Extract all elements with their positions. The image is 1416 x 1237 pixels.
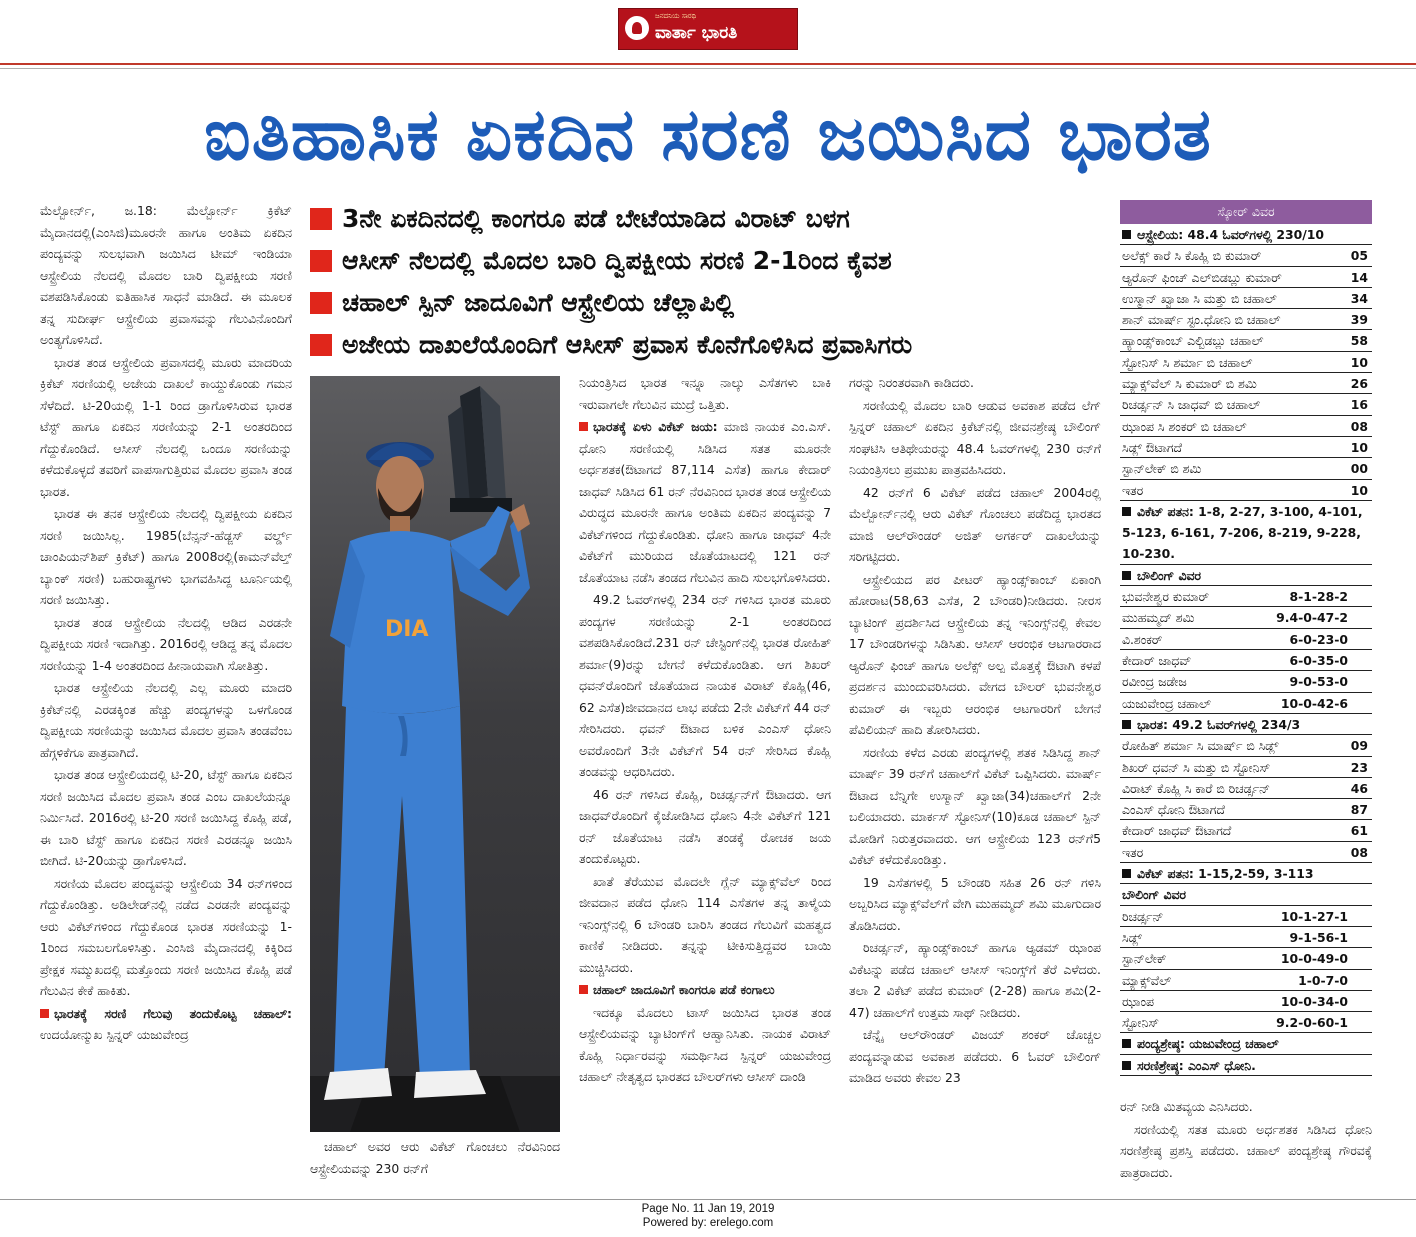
- bowler-figures: 6-0-35-0: [1289, 653, 1348, 669]
- batsman-runs: 00: [1350, 461, 1368, 477]
- batsman-runs: 10: [1350, 439, 1368, 455]
- red-square-bullet-icon: [40, 1009, 49, 1018]
- batsman-runs: 26: [1350, 376, 1368, 392]
- bowler-name: ರವೀಂದ್ರ ಜಡೇಜ: [1122, 674, 1187, 690]
- article-paragraph: ಸರಣಿಯ ಮೊದಲ ಪಂದ್ಯವನ್ನು ಆಸ್ಟ್ರೇಲಿಯ 34 ರನ್‌ಗಳಿಂದ ಗೆದ್ದುಕೊಂಡಿತ್ತು. ಅಡಿಲೇಡ್‌ನಲ್ಲಿ ನಡೆದ ಎರಡನೇ ಪಂದ್ಯವನ್ನು ಆರು ವಿಕೆಟ್‌ಗಳಿಂದ ಗೆದ್ದುಕೊಂಡ ಭಾರತ ಸರಣಿಯನ್ನು 1-1ರಿಂದ ಸಮಬಲಗೊಳಿಸಿತ್ತು. ಎಂಸಿಜಿ ಮೈದಾನದಲ್ಲಿ ಕಿಕ್ಕಿರಿದ ಪ್ರೇಕ್ಷಕ ಸಮ್ಮುಖದಲ್ಲಿ ಮತ್ತೊಂದು ಸರಣಿ ಜಯಿಸಿದ ಕೊಹ್ಲಿ ಪಡೆ ಗೆಲುವಿನ ಕೇಕೆ ಹಾಕಿತು.: [40, 875, 292, 998]
- bowler-name: ಕೇದಾರ್ ಜಾಧವ್: [1122, 653, 1192, 669]
- batsman-dismissal: ಝಾಂಪ ಸಿ ಶಂಕರ್ ಬಿ ಚಹಾಲ್: [1122, 418, 1247, 434]
- article-column-4: [849, 372, 1101, 1196]
- article-paragraph: ಸರಣಿಯಲ್ಲಿ ಮೊದಲ ಬಾರಿ ಆಡುವ ಅವಕಾಶ ಪಡೆದ ಲೆಗ್ ಸ್ಪಿನ್ನರ್ ಚಹಾಲ್ ಏಕದಿನ ಕ್ರಿಕೆಟ್‌ನಲ್ಲಿ ಜೀವನಶ್ರೇಷ್ಠ ಬೌಲಿಂಗ್ ಸಂಘಟಿಸಿ ಆತಿಥೇಯರನ್ನು 48.4 ಓವರ್‌ಗಳಲ್ಲಿ 230 ರನ್‌ಗೆ ನಿಯಂತ್ರಿಸಲು ಪ್ರಮುಖ ಪಾತ್ರವಹಿಸಿದರು.: [849, 397, 1101, 477]
- powered-by[interactable]: Powered by: erelego.com: [642, 1217, 774, 1229]
- bowler-figures: 9-0-53-0: [1289, 674, 1348, 690]
- footer-rule: [0, 1199, 1416, 1200]
- man-of-match-row: [1120, 1033, 1372, 1054]
- bowling-row: [1120, 693, 1372, 714]
- batsman-dismissal: ಅಲೆಕ್ಸ್ ಕಾರೆ ಸಿ ಕೊಹ್ಲಿ ಬಿ ಕುಮಾರ್: [1122, 248, 1262, 264]
- batting-row: [1120, 458, 1372, 479]
- batting-row: [1120, 735, 1372, 756]
- batsman-dismissal: ರಿಚರ್ಡ್ಸನ್ ಸಿ ಜಾಧವ್ ಬಿ ಚಹಾಲ್: [1122, 397, 1261, 413]
- man-of-match: ಪಂದ್ಯಶ್ರೇಷ್ಠ: ಯಜುವೇಂದ್ರ ಚಹಾಲ್: [1137, 1036, 1279, 1052]
- red-square-bullet-icon: [579, 985, 588, 994]
- batsman-dismissal: ಕೇದಾರ್ ಜಾಧವ್ ಔಟಾಗದೆ: [1122, 823, 1232, 839]
- batting-row: [1120, 757, 1372, 778]
- batting-row: [1120, 267, 1372, 288]
- deck-text: ಚಹಾಲ್ ಸ್ಪಿನ್ ಜಾದೂವಿಗೆ ಆಸ್ಟ್ರೇಲಿಯ ಚೆಲ್ಲಾಪಿಲ್ಲಿ: [342, 288, 735, 317]
- article-column-2-continued: [310, 1136, 560, 1196]
- batsman-runs: 08: [1350, 418, 1368, 434]
- article-headline: ಐತಿಹಾಸಿಕ ಏಕದಿನ ಸರಣಿ ಜಯಿಸಿದ ಭಾರತ: [204, 92, 1212, 176]
- batting-row: [1120, 778, 1372, 799]
- batting-row: [1120, 373, 1372, 394]
- scorecard-title: ಸ್ಕೋರ್ ವಿವರ: [1120, 200, 1372, 224]
- fall-of-wickets: [1120, 863, 1372, 884]
- subheading-paragraph: [40, 1003, 292, 1046]
- batsman-runs: 05: [1350, 248, 1368, 264]
- bowling-row: [1120, 927, 1372, 948]
- bowling-row: [1120, 906, 1372, 927]
- batting-row: [1120, 288, 1372, 309]
- bowling-row: [1120, 970, 1372, 991]
- bowling-row: [1120, 1012, 1372, 1033]
- bowling-header: [1120, 565, 1372, 586]
- subheading: ಭಾರತಕ್ಕೆ ಏಳು ವಿಕೆಟ್ ಜಯ:: [593, 419, 718, 434]
- bowler-figures: 10-1-27-1: [1280, 908, 1348, 924]
- bowler-figures: 10-0-34-0: [1280, 993, 1348, 1009]
- article-paragraph: 49.2 ಓವರ್‌ಗಳಲ್ಲಿ 234 ರನ್ ಗಳಿಸಿದ ಭಾರತ ಮೂರು ಪಂದ್ಯಗಳ ಸರಣಿಯನ್ನು 2-1 ಅಂತರದಿಂದ ವಶಪಡಿಸಿಕೊಂಡಿದೆ.231 ರನ್ ಚೇಸ್ಟಿಂಗ್‌ನಲ್ಲಿ ಭಾರತ ರೋಹಿತ್ ಶರ್ಮಾ(9)ರನ್ನು ಬೇಗನೆ ಕಳೆದುಕೊಂಡಿತು. ಆಗ ಶಿಖರ್ ಧವನ್‌ರೊಂದಿಗೆ ಜೊತೆಯಾದ ನಾಯಕ ವಿರಾಟ್ ಕೊಹ್ಲಿ(46, 62 ಎಸೆತ)ಜೀವದಾನದ ಲಾಭ ಪಡೆದು 2ನೇ ವಿಕೆಟ್‌ಗೆ 44 ರನ್ ಸೇರಿಸಿದರು. ಧವನ್ ಔಟಾದ ಬಳಿಕ ಎಂಎಸ್ ಧೋನಿ ಅವರೊಂದಿಗೆ 3ನೇ ವಿಕೆಟ್‌ಗೆ 54 ರನ್ ಸೇರಿಸಿದ ಕೊಹ್ಲಿ ತಂಡವನ್ನು ಆಧರಿಸಿದರು.: [579, 592, 831, 779]
- batsman-dismissal: ರೋಹಿತ್ ಶರ್ಮಾ ಸಿ ಮಾರ್ಷ್ ಬಿ ಸಿಡ್ಲ್: [1122, 738, 1279, 754]
- bowler-figures: 10-0-42-6: [1280, 695, 1348, 711]
- batsman-runs: 39: [1350, 312, 1368, 328]
- subheading: ಚಹಾಲ್ ಜಾದೂವಿಗೆ ಕಾಂಗರೂ ಪಡೆ ಕಂಗಾಲು: [593, 982, 775, 997]
- batsman-runs: 34: [1350, 290, 1368, 306]
- article-paragraph: 42 ರನ್‌ಗೆ 6 ವಿಕೆಟ್ ಪಡೆದ ಚಹಾಲ್ 2004ರಲ್ಲಿ ಮೆಲ್ಬೋರ್ನ್‌ನಲ್ಲಿ ಆರು ವಿಕೆಟ್ ಗೊಂಚಲು ಪಡೆದಿದ್ದ ಭಾರತದ ಮಾಜಿ ಆಲ್‌ರೌಂಡರ್ ಅಜಿತ್ ಅಗರ್ಕರ್ ದಾಖಲೆಯನ್ನು ಸರಿಗಟ್ಟಿದರು.: [849, 484, 1101, 564]
- article-column-3: [579, 372, 831, 1196]
- batsman-runs: 10: [1350, 354, 1368, 370]
- black-square-bullet-icon: [1122, 507, 1131, 516]
- page-footer: [0, 1202, 1416, 1230]
- subheading-paragraph: [579, 416, 831, 588]
- batting-row: [1120, 437, 1372, 458]
- black-square-bullet-icon: [1122, 720, 1131, 729]
- batsman-runs: 14: [1350, 269, 1368, 285]
- bowler-figures: 9.2-0-60-1: [1276, 1015, 1348, 1031]
- article-paragraph: ಭಾರತ ಈ ತನಕ ಆಸ್ಟ್ರೇಲಿಯ ನೆಲದಲ್ಲಿ ದ್ವಿಪಕ್ಷೀಯ ಏಕದಿನ ಸರಣಿ ಜಯಿಸಿಲ್ಲ. 1985(ಬೆನ್ಸನ್-ಹೆಡ್ಜಸ್ ವರ್ಲ್ಡ್ ಚಾಂಪಿಯನ್‌ಶಿಪ್ ಕ್ರಿಕೆಟ್) ಹಾಗೂ 2008ರಲ್ಲಿ(ಕಾಮನ್‌ವೆಲ್ತ್ ಬ್ಯಾಂಕ್ ಸರಣಿ) ಬಹುರಾಷ್ಟ್ರಗಳು ಭಾಗವಹಿಸಿದ್ದ ಟೂರ್ನಿಯಲ್ಲಿ ಸರಣಿ ಜಯಿಸಿತ್ತು.: [40, 506, 292, 607]
- article-column-5-continued: [1120, 1096, 1372, 1196]
- article-paragraph: ಭಾರತ ತಂಡ ಆಸ್ಟ್ರೇಲಿಯ ನೆಲದಲ್ಲಿ ಆಡಿದ ಎರಡನೇ ದ್ವಿಪಕ್ಷೀಯ ಸರಣಿ ಇದಾಗಿತ್ತು. 2016ರಲ್ಲಿ ಆಡಿದ್ದ ತನ್ನ ಮೊದಲ ಸರಣಿಯನ್ನು 1-4 ಅಂತರದಿಂದ ಹೀನಾಯವಾಗಿ ಸೋತಿತ್ತು.: [40, 614, 292, 673]
- batsman-runs: 16: [1350, 397, 1368, 413]
- article-paragraph: ರಿಚರ್ಡ್ಸನ್, ಹ್ಯಾಂಡ್ಸ್‌ಕಾಂಬ್ ಹಾಗೂ ಆ್ಯಡಮ್ ಝಾಂಪ ವಿಕೆಟನ್ನು ಪಡೆದ ಚಹಾಲ್ ಆಸೀಸ್ ಇನಿಂಗ್ಸ್‌ಗೆ ತೆರೆ ಎಳೆದರು. ತಲಾ 2 ವಿಕೆಟ್ ಪಡೆದ ಕುಮಾರ್ (2-28) ಹಾಗೂ ಶಮಿ(2-47) ಚಹಾಲ್‌ಗೆ ಉತ್ತಮ ಸಾಥ್ ನೀಡಿದರು.: [849, 940, 1101, 1020]
- batsman-dismissal: ಎಂಎಸ್ ಧೋನಿ ಔಟಾಗದೆ: [1122, 802, 1225, 818]
- batting-row: [1120, 309, 1372, 330]
- article-paragraph: ಸರಣಿಯ ಕಳೆದ ಎರಡು ಪಂದ್ಯಗಳಲ್ಲಿ ಶತಕ ಸಿಡಿಸಿದ್ದ ಶಾನ್ ಮಾರ್ಷ್ 39 ರನ್‌ಗೆ ಚಹಾಲ್‌ಗೆ ವಿಕೆಟ್ ಒಪ್ಪಿಸಿದರು. ಮಾರ್ಷ್ ಔಟಾದ ಬೆನ್ನಿಗೇ ಉಸ್ಮಾನ್ ಖ್ವಾಜಾ(34)ಚಹಾಲ್‌ಗೆ 2ನೇ ಬಲಿಯಾದರು. ಮಾರ್ಕಸ್ ಸ್ಟೋನಿಸ್(10)ಕೂಡ ಚಹಾಲ್ ಸ್ಪಿನ್ ಮೋಡಿಗೆ ನಿರುತ್ತರವಾದರು. ಆಗ ಆಸ್ಟ್ರೇಲಿಯ 123 ರನ್‌ಗೆ5 ವಿಕೆಟ್ ಕಳೆದುಕೊಂಡಿತ್ತು.: [849, 744, 1101, 867]
- article-paragraph: ಚಹಾಲ್ ಅವರ ಆರು ವಿಕೆಟ್ ಗೊಂಚಲು ನೆರವಿನಿಂದ ಆಸ್ಟ್ರೇಲಿಯವನ್ನು 230 ರನ್‌ಗೆ: [310, 1139, 560, 1176]
- article-paragraph: ಭಾರತ ತಂಡ ಆಸ್ಟ್ರೇಲಿಯ ಪ್ರವಾಸದಲ್ಲಿ ಮೂರು ಮಾದರಿಯ ಕ್ರಿಕೆಟ್ ಸರಣಿಯಲ್ಲಿ ಅಜೇಯ ದಾಖಲೆ ಕಾಯ್ದುಕೊಂಡು ಗಮನ ಸೆಳೆದಿದೆ. ಟಿ-20ಯಲ್ಲಿ 1-1 ರಿಂದ ಡ್ರಾಗೊಳಿಸಿರುವ ಭಾರತ ಟೆಸ್ಟ್ ಹಾಗೂ ಏಕದಿನ ಸರಣಿಯನ್ನು 2-1 ಅಂತರದಿಂದ ಗೆದ್ದುಕೊಂಡಿದೆ. ಆಸೀಸ್ ನೆಲದಲ್ಲಿ ಒಂದೂ ಸರಣಿಯನ್ನು ಕಳೆದುಕೊಳ್ಳದೆ ತವರಿಗೆ ವಾಪಸಾಗುತ್ತಿರುವ ಮೊದಲ ಪ್ರವಾಸಿ ತಂಡ ಭಾರತ.: [40, 354, 292, 499]
- bowler-figures: 9-1-56-1: [1289, 929, 1348, 945]
- bowler-figures: 10-0-49-0: [1280, 951, 1348, 967]
- extras-runs: 08: [1350, 844, 1368, 860]
- batsman-runs: 87: [1350, 802, 1368, 818]
- page-info: Page No. 11 Jan 19, 2019: [641, 1203, 775, 1215]
- masthead: [0, 0, 1416, 64]
- batsman-dismissal: ಸಿಡ್ಲ್ ಔಟಾಗದೆ: [1122, 439, 1183, 455]
- bowler-figures: 1-0-7-0: [1298, 972, 1348, 988]
- article-paragraph: ಭಾರತ ಆಸ್ಟ್ರೇಲಿಯ ನೆಲದಲ್ಲಿ ಎಲ್ಲ ಮೂರು ಮಾದರಿ ಕ್ರಿಕೆಟ್‌ನಲ್ಲಿ ಎರಡಕ್ಕಿಂತ ಹೆಚ್ಚು ಪಂದ್ಯಗಳನ್ನು ಒಳಗೊಂಡ ದ್ವಿಪಕ್ಷೀಯ ಸರಣಿಯನ್ನು ಜಯಿಸಿದ ಮೊದಲ ಪ್ರವಾಸಿ ತಂಡವೆಂಬ ಹೆಗ್ಗಳಿಕೆಗೂ ಪಾತ್ರವಾಗಿದೆ.: [40, 680, 292, 760]
- article-paragraph: ಆಸ್ಟ್ರೇಲಿಯದ ಪರ ಪೀಟರ್ ಹ್ಯಾಂಡ್ಸ್‌ಕಾಂಬ್ ಏಕಾಂಗಿ ಹೋರಾಟ(58,63 ಎಸೆತ, 2 ಬೌಂಡರಿ)ನೀಡಿದರು. ನೀರಸ ಬ್ಯಾಟಿಂಗ್ ಪ್ರದರ್ಶಿಸಿದ ಆಸ್ಟ್ರೇಲಿಯ ತನ್ನ ಇನಿಂಗ್ಸ್‌ನಲ್ಲಿ ಕೇವಲ 17 ಬೌಂಡರಿಗಳನ್ನು ಸಿಡಿಸಿತು. ಆಸೀಸ್ ಆರಂಭಿಕ ಆಟಗಾರರಾದ ಆ್ಯರೊನ್ ಫಿಂಚ್ ಹಾಗೂ ಅಲೆಕ್ಸ್ ಅಲ್ಪ ಮೊತ್ತಕ್ಕೆ ಔಟಾಗಿ ಕಳಪೆ ಪ್ರದರ್ಶನ ಮುಂದುವರಿಸಿದರು. ವೇಗದ ಬೌಲರ್ ಭುವನೇಶ್ವರ ಕುಮಾರ್ ಈ ಇಬ್ಬರು ಆರಂಭಿಕ ಆಟಗಾರರಿಗೆ ಬೇಗನೆ ಪೆವಿಲಿಯನ್ ಹಾದಿ ತೋರಿಸಿದರು.: [849, 571, 1101, 737]
- innings-header: [1120, 714, 1372, 735]
- man-of-series-row: [1120, 1055, 1372, 1076]
- batting-row: [1120, 394, 1372, 415]
- batsman-runs: 58: [1350, 333, 1368, 349]
- article-paragraph: ಸರಣಿಯಲ್ಲಿ ಸತತ ಮೂರು ಅರ್ಧಶತಕ ಸಿಡಿಸಿದ ಧೋನಿ ಸರಣಿಶ್ರೇಷ್ಠ ಪ್ರಶಸ್ತಿ ಪಡೆದರು. ಚಹಾಲ್ ಪಂದ್ಯಶ್ರೇಷ್ಠ ಗೌರವಕ್ಕೆ ಪಾತ್ರರಾದರು.: [1120, 1121, 1372, 1180]
- article-text: ಮಾಜಿ ನಾಯಕ ಎಂ.ಎಸ್. ಧೋನಿ ಸರಣಿಯಲ್ಲಿ ಸಿಡಿಸಿದ ಸತತ ಮೂರನೇ ಅರ್ಧಶತಕ(ಔಟಾಗದೆ 87,114 ಎಸೆತ) ಹಾಗೂ ಕೇದಾರ್ ಜಾಧವ್ ಸಿಡಿಸಿದ 61 ರನ್ ನೆರವಿನಿಂದ ಭಾರತ ತಂಡ ಆಸ್ಟ್ರೇಲಿಯ ವಿರುದ್ಧದ ಮೂರನೇ ಹಾಗೂ ಅಂತಿಮ ಏಕದಿನ ಪಂದ್ಯವನ್ನು 7 ವಿಕೆಟ್‌ಗಳಿಂದ ಗೆದ್ದುಕೊಂಡಿತು. ಧೋನಿ ಹಾಗೂ ಜಾಧವ್ 4ನೇ ವಿಕೆಟ್‌ಗೆ ಮುರಿಯದ ಜೊತೆಯಾಟದಲ್ಲಿ 121 ರನ್ ಜೊತೆಯಾಟ ನಡೆಸಿ ತಂಡದ ಗೆಲುವಿನ ಹಾದಿ ಸುಲಭಗೊಳಿಸಿದರು.: [579, 419, 831, 585]
- article-paragraph: 46 ರನ್ ಗಳಿಸಿದ ಕೊಹ್ಲಿ, ರಿಚರ್ಡ್ಸನ್‌ಗೆ ಔಟಾದರು. ಆಗ ಜಾಧವ್‌ರೊಂದಿಗೆ ಕೈಜೋಡಿಸಿದ ಧೋನಿ 4ನೇ ವಿಕೆಟ್‌ಗೆ 121 ರನ್ ಜೊತೆಯಾಟ ನಡೆಸಿ ತಂಡಕ್ಕೆ ರೋಚಕ ಜಯ ತಂದುಕೊಟ್ಟರು.: [579, 786, 831, 866]
- deck-headlines: [310, 200, 1110, 368]
- article-paragraph: ಗರನ್ನು ನಿರಂತರವಾಗಿ ಕಾಡಿದರು.: [849, 375, 974, 390]
- bowling-title: ಬೌಲಿಂಗ್ ವಿವರ: [1122, 887, 1186, 903]
- bowling-row: [1120, 991, 1372, 1012]
- fow-text: ವಿಕೆಟ್ ಪತನ: 1-8, 2-27, 3-100, 4-101, 5-123, 6-161, 7-206, 8-219, 9-228, 10-230.: [1122, 503, 1363, 561]
- bowler-name: ರಿಚರ್ಡ್ಸನ್: [1122, 908, 1164, 924]
- black-square-bullet-icon: [1122, 230, 1131, 239]
- red-square-bullet-icon: [579, 422, 588, 431]
- article-column-1: [40, 200, 292, 1196]
- bowler-name: ಭುವನೇಶ್ವರ ಕುಮಾರ್: [1122, 589, 1210, 605]
- deck-line: [310, 242, 1110, 280]
- man-of-series: ಸರಣಿಶ್ರೇಷ್ಠ: ಎಂಎಸ್ ಧೋನಿ.: [1137, 1057, 1256, 1073]
- innings-header: [1120, 224, 1372, 245]
- subheading-paragraph: [579, 979, 831, 1001]
- extras-row: [1120, 480, 1372, 501]
- article-paragraph: 19 ಎಸೆತಗಳಲ್ಲಿ 5 ಬೌಂಡರಿ ಸಹಿತ 26 ರನ್ ಗಳಿಸಿ ಅಬ್ಬರಿಸಿದ ಮ್ಯಾಕ್ಸ್‌ವೆಲ್‌ಗೆ ವೇಗಿ ಮುಹಮ್ಮದ್ ಶಮಿ ಮೂಗುದಾರ ತೊಡಿಸಿದರು.: [849, 874, 1101, 933]
- batting-row: [1120, 352, 1372, 373]
- batsman-dismissal: ಶಿಖರ್ ಧವನ್ ಸಿ ಮತ್ತು ಬಿ ಸ್ಟೋನಿಸ್: [1122, 759, 1271, 775]
- player-holding-trophy-illustration: [310, 376, 560, 1132]
- bowling-header: [1120, 884, 1372, 905]
- red-square-bullet-icon: [310, 208, 332, 230]
- batting-row: [1120, 820, 1372, 841]
- bowler-name: ಮ್ಯಾಕ್ಸ್‌ವೆಲ್: [1122, 972, 1172, 988]
- logo-emblem-icon: [625, 16, 649, 40]
- bowling-row: [1120, 671, 1372, 692]
- logo-name: ವಾರ್ತಾ ಭಾರತಿ: [655, 23, 738, 43]
- batsman-runs: 61: [1350, 823, 1368, 839]
- red-square-bullet-icon: [310, 292, 332, 314]
- article-paragraph: ಇದಕ್ಕೂ ಮೊದಲು ಟಾಸ್ ಜಯಿಸಿದ ಭಾರತ ತಂಡ ಆಸ್ಟ್ರೇಲಿಯವನ್ನು ಬ್ಯಾಟಿಂಗ್‌ಗೆ ಆಹ್ವಾನಿಸಿತು. ನಾಯಕ ವಿರಾಟ್ ಕೊಹ್ಲಿ ನಿರ್ಧಾರವನ್ನು ಸಮರ್ಥಿಸಿದ ಸ್ಪಿನ್ನರ್ ಯಜುವೇಂದ್ರ ಚಹಾಲ್ ನೇತೃತ್ವದ ಭಾರತದ ಬೌಲರ್‌ಗಳು ಆಸೀಸ್ ದಾಂಡಿ: [579, 1004, 831, 1084]
- bowler-name: ಸ್ಟಾನ್‌ಲೇಕ್: [1122, 951, 1167, 967]
- innings-summary: ಆಸ್ಟ್ರೇಲಿಯ: 48.4 ಓವರ್‌ಗಳಲ್ಲಿ 230/10: [1137, 227, 1324, 242]
- newspaper-logo[interactable]: [618, 8, 798, 50]
- fall-of-wickets: [1120, 501, 1372, 565]
- svg-text:DIA: DIA: [385, 617, 429, 642]
- deck-line: [310, 284, 1110, 322]
- bowling-row: [1120, 629, 1372, 650]
- batsman-dismissal: ಹ್ಯಾಂಡ್ಸ್‌ಕಾಂಬ್ ಎಲ್ಬಿಡಬ್ಲು ಚಹಾಲ್: [1122, 333, 1264, 349]
- deck-text: ಆಸೀಸ್ ನೆಲದಲ್ಲಿ ಮೊದಲ ಬಾರಿ ದ್ವಿಪಕ್ಷೀಯ ಸರಣಿ 2-1ರಿಂದ ಕೈವಶ: [342, 246, 892, 275]
- batting-row: [1120, 245, 1372, 266]
- red-square-bullet-icon: [310, 334, 332, 356]
- batsman-runs: 09: [1350, 738, 1368, 754]
- bowling-row: [1120, 948, 1372, 969]
- bowling-row: [1120, 607, 1372, 628]
- extras-runs: 10: [1350, 482, 1368, 498]
- batsman-dismissal: ಆ್ಯರೊನ್ ಫಿಂಚ್ ಎಲ್‌ಬಿಡಬ್ಲು ಕುಮಾರ್: [1122, 269, 1282, 285]
- bowling-row: [1120, 650, 1372, 671]
- deck-text: ಅಜೇಯ ದಾಖಲೆಯೊಂದಿಗೆ ಆಸೀಸ್ ಪ್ರವಾಸ ಕೊನೆಗೊಳಿಸಿದ ಪ್ರವಾಸಿಗರು: [342, 330, 913, 359]
- bowler-figures: 9.4-0-47-2: [1276, 610, 1348, 626]
- batsman-runs: 46: [1350, 780, 1368, 796]
- batsman-runs: 23: [1350, 759, 1368, 775]
- deck-line: [310, 326, 1110, 364]
- red-square-bullet-icon: [310, 250, 332, 272]
- batting-row: [1120, 416, 1372, 437]
- article-text: ಉದಯೋನ್ಮುಖ ಸ್ಪಿನ್ನರ್ ಯಜುವೇಂದ್ರ: [40, 1027, 189, 1042]
- article-paragraph: ರನ್ ನೀಡಿ ಮಿತವ್ಯಯ ಎನಿಸಿದರು.: [1120, 1099, 1253, 1114]
- black-square-bullet-icon: [1122, 1039, 1131, 1048]
- batsman-dismissal: ಮ್ಯಾಕ್ಸ್‌ವೆಲ್ ಸಿ ಕುಮಾರ್ ಬಿ ಶಮಿ: [1122, 376, 1257, 392]
- bowler-name: ಸಿಡ್ಲ್: [1122, 929, 1142, 945]
- article-paragraph: ಭಾರತ ತಂಡ ಆಸ್ಟ್ರೇಲಿಯದಲ್ಲಿ ಟಿ-20, ಟೆಸ್ಟ್ ಹಾಗೂ ಏಕದಿನ ಸರಣಿ ಜಯಿಸಿದ ಮೊದಲ ಪ್ರವಾಸಿ ತಂಡ ಎಂಬ ದಾಖಲೆಯನ್ನೂ ನಿರ್ಮಿಸಿದೆ. 2016ರಲ್ಲಿ ಟಿ-20 ಸರಣಿ ಜಯಿಸಿದ್ದ ಕೊಹ್ಲಿ ಪಡೆ, ಈ ಬಾರಿ ಟೆಸ್ಟ್ ಹಾಗೂ ಏಕದಿನ ಸರಣಿ ಎರಡನ್ನೂ ಜಯಿಸಿ ಬೀಗಿದೆ. ಟಿ-20ಯನ್ನು ಡ್ರಾಗೊಳಿಸಿದೆ.: [40, 767, 292, 868]
- subheading: ಭಾರತಕ್ಕೆ ಸರಣಿ ಗೆಲುವು ತಂದುಕೊಟ್ಟ ಚಹಾಲ್:: [54, 1005, 292, 1021]
- extras-label: ಇತರ: [1122, 482, 1144, 498]
- article-paragraph: ಖಾತೆ ತೆರೆಯುವ ಮೊದಲೇ ಗ್ಲೆನ್ ಮ್ಯಾಕ್ಸ್‌ವೆಲ್ ರಿಂದ ಜೀವದಾನ ಪಡೆದ ಧೋನಿ 114 ಎಸೆತಗಳ ತನ್ನ ತಾಳ್ಮೆಯ ಇನಿಂಗ್ಸ್‌ನಲ್ಲಿ 6 ಬೌಂಡರಿ ಬಾರಿಸಿ ತಂಡದ ಗೆಲುವಿಗೆ ಮಹತ್ವದ ಕಾಣಿಕೆ ನೀಡಿದರು. ತನ್ನನ್ನು ಟೀಕಿಸುತ್ತಿದ್ದವರ ಬಾಯಿ ಮುಚ್ಚಿಸಿದರು.: [579, 873, 831, 975]
- scorecard-box: [1120, 200, 1372, 1092]
- masthead-rule: [0, 63, 1416, 65]
- article-paragraph: ಮೆಲ್ಬೋರ್ನ್, ಜ.18: ಮೆಲ್ಬೋರ್ನ್ ಕ್ರಿಕೆಟ್ ಮೈದಾನದಲ್ಲಿ(ಎಂಸಿಜಿ)ಮೂರನೇ ಹಾಗೂ ಅಂತಿಮ ಏಕದಿನ ಪಂದ್ಯವನ್ನು ಸುಲಭವಾಗಿ ಜಯಿಸಿದ ಟೀಮ್ ಇಂಡಿಯಾ ಆಸ್ಟ್ರೇಲಿಯ ನೆಲದಲ್ಲಿ ಮೊದಲ ಬಾರಿ ದ್ವಿಪಕ್ಷೀಯ ಸರಣಿ ವಶಪಡಿಸಿಕೊಂಡು ಐತಿಹಾಸಿಕ ಸಾಧನೆ ಮಾಡಿದೆ. ಈ ಮೂಲಕ ತನ್ನ ಸುದೀರ್ಘ ಆಸ್ಟ್ರೇಲಿಯ ಪ್ರವಾಸವನ್ನು ಗೆಲುವಿನೊಂದಿಗೆ ಅಂತ್ಯಗೊಳಿಸಿದೆ.: [40, 203, 292, 347]
- bowler-name: ಸ್ಟೋನಿಸ್: [1122, 1015, 1159, 1031]
- batting-row: [1120, 330, 1372, 351]
- logo-tagline: ಜನದನಿಯ ಸಾರಥಿ: [655, 12, 697, 20]
- article-paragraph: ನಿಯಂತ್ರಿಸಿದ ಭಾರತ ಇನ್ನೂ ನಾಲ್ಕು ಎಸೆತಗಳು ಬಾಕಿ ಇರುವಾಗಲೇ ಗೆಲುವಿನ ಮುದ್ರೆ ಒತ್ತಿತು.: [579, 375, 831, 412]
- batsman-dismissal: ವಿರಾಟ್ ಕೊಹ್ಲಿ ಸಿ ಕಾರೆ ಬಿ ರಿಚರ್ಡ್ಸನ್: [1122, 780, 1271, 796]
- innings-summary: ಭಾರತ: 49.2 ಓವರ್‌ಗಳಲ್ಲಿ 234/3: [1137, 716, 1301, 732]
- bowling-row: [1120, 586, 1372, 607]
- batsman-dismissal: ಸ್ಟೋನಿಸ್ ಸಿ ಶರ್ಮಾ ಬಿ ಚಹಾಲ್: [1122, 354, 1253, 370]
- bowler-name: ಝಾಂಪ: [1122, 993, 1154, 1009]
- batsman-dismissal: ಶಾನ್ ಮಾರ್ಷ್ ಸ್ಟಂ.ಧೋನಿ ಬಿ ಚಹಾಲ್: [1122, 312, 1281, 328]
- kohli-trophy-photo[interactable]: [310, 376, 560, 1132]
- bowler-name: ವಿ.ಶಂಕರ್: [1122, 631, 1163, 647]
- deck-text: 3ನೇ ಏಕದಿನದಲ್ಲಿ ಕಾಂಗರೂ ಪಡೆ ಬೇಟೆಯಾಡಿದ ವಿರಾಟ್ ಬಳಗ: [342, 204, 850, 233]
- black-square-bullet-icon: [1122, 1061, 1131, 1070]
- batsman-dismissal: ಸ್ಟಾನ್‌ಲೇಕ್ ಬಿ ಶಮಿ: [1122, 461, 1202, 477]
- article-paragraph: ಚೆನ್ನೈ ಆಲ್‌ರೌಂಡರ್ ವಿಜಯ್ ಶಂಕರ್ ಚೊಚ್ಚಲ ಪಂದ್ಯವನ್ನಾಡುವ ಅವಕಾಶ ಪಡೆದರು. 6 ಓವರ್ ಬೌಲಿಂಗ್ ಮಾಡಿದ ಅವರು ಕೇವಲ 23: [849, 1027, 1101, 1085]
- batsman-dismissal: ಉಸ್ಮಾನ್ ಖ್ವಾಜಾ ಸಿ ಮತ್ತು ಬಿ ಚಹಾಲ್: [1122, 290, 1277, 306]
- deck-line: [310, 200, 1110, 238]
- bowling-title: ಬೌಲಿಂಗ್ ವಿವರ: [1137, 567, 1201, 583]
- fow-text: ವಿಕೆಟ್ ಪತನ: 1-15,2-59, 3-113: [1137, 866, 1314, 882]
- bowler-figures: 8-1-28-2: [1289, 589, 1348, 605]
- black-square-bullet-icon: [1122, 869, 1131, 878]
- bowler-name: ಮುಹಮ್ಮದ್ ಶಮಿ: [1122, 610, 1195, 626]
- extras-row: [1120, 842, 1372, 863]
- black-square-bullet-icon: [1122, 571, 1131, 580]
- bowler-name: ಯಜುವೇಂದ್ರ ಚಹಾಲ್: [1122, 695, 1212, 711]
- batting-row: [1120, 799, 1372, 820]
- bowler-figures: 6-0-23-0: [1289, 631, 1348, 647]
- masthead-subrule: [0, 68, 1416, 69]
- extras-label: ಇತರ: [1122, 844, 1144, 860]
